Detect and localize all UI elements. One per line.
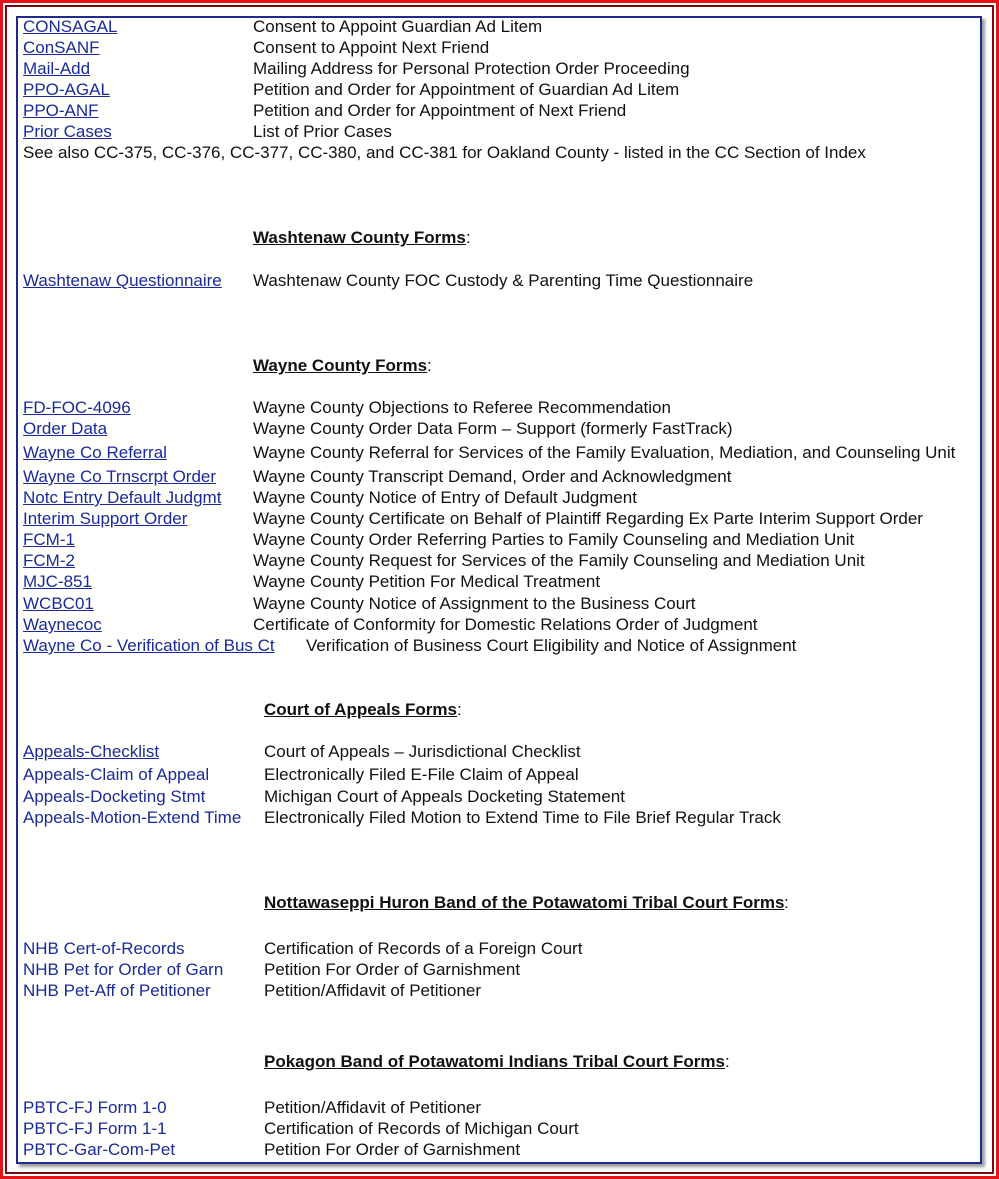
form-link[interactable]: Wayne Co Trnscrpt Order — [23, 467, 217, 486]
form-link[interactable]: ConSANF — [23, 38, 100, 57]
form-description: Wayne County Request for Services of the Family Counseling and Mediation Unit — [253, 551, 865, 570]
form-description: Wayne County Notice of Entry of Default Judgment — [253, 488, 637, 507]
form-description: Consent to Appoint Guardian Ad Litem — [253, 17, 543, 36]
form-link[interactable]: Washtenaw Questionnaire — [23, 271, 222, 290]
form-link[interactable]: Appeals-Claim of Appeal — [23, 765, 210, 784]
form-link[interactable]: Appeals-Checklist — [23, 742, 160, 761]
section-heading-wayne: Wayne County Forms — [253, 356, 428, 375]
form-description: List of Prior Cases — [253, 122, 392, 141]
section-heading-appeals: Court of Appeals Forms — [264, 700, 457, 719]
form-link[interactable]: NHB Cert-of-Records — [23, 939, 185, 958]
form-description: Petition For Order of Garnishment — [264, 1140, 521, 1159]
form-description: Certification of Records of Michigan Court — [264, 1119, 579, 1138]
form-link[interactable]: FCM-1 — [23, 530, 75, 549]
form-description: Mailing Address for Personal Protection Order Proceeding — [253, 59, 690, 78]
form-link[interactable]: Wayne Co Referral — [23, 443, 167, 462]
form-link[interactable]: NHB Pet-Aff of Petitioner — [23, 981, 211, 1000]
form-link[interactable]: MJC-851 — [23, 572, 92, 591]
form-link[interactable]: Prior Cases — [23, 122, 112, 141]
form-link[interactable]: PBTC-Gar-Com-Pet — [23, 1140, 176, 1159]
form-link[interactable]: PBTC-FJ Form 1-0 — [23, 1098, 167, 1117]
form-link[interactable]: NHB Pet for Order of Garn — [23, 960, 224, 979]
form-link[interactable]: Waynecoc — [23, 615, 102, 634]
form-link[interactable]: Notc Entry Default Judgmt — [23, 488, 222, 507]
heading-colon: : — [457, 700, 462, 719]
see-also-note: See also CC-375, CC-376, CC-377, CC-380, and CC-381 for Oakland County - listed in the CC Section of Index — [23, 143, 866, 162]
form-description: Court of Appeals – Jurisdictional Checklist — [264, 742, 581, 761]
form-description: Wayne County Order Data Form – Support (formerly FastTrack) — [253, 419, 733, 438]
form-description: Wayne County Referral for Services of the Family Evaluation, Mediation, and Counseling Unit — [253, 443, 956, 462]
form-description: Petition/Affidavit of Petitioner — [264, 981, 482, 1000]
section-heading-washtenaw: Washtenaw County Forms — [253, 228, 466, 247]
form-description: Petition and Order for Appointment of Guardian Ad Litem — [253, 80, 680, 99]
form-description: Certificate of Conformity for Domestic Relations Order of Judgment — [253, 615, 758, 634]
form-link[interactable]: CONSAGAL — [23, 17, 118, 36]
form-link[interactable]: Appeals-Docketing Stmt — [23, 787, 206, 806]
section-heading-pokagon: Pokagon Band of Potawatomi Indians Tribal Court Forms — [264, 1052, 725, 1071]
form-link[interactable]: PPO-AGAL — [23, 80, 110, 99]
form-description: Wayne County Order Referring Parties to Family Counseling and Mediation Unit — [253, 530, 855, 549]
form-description: Certification of Records of a Foreign Court — [264, 939, 583, 958]
form-link[interactable]: Appeals-Motion-Extend Time — [23, 808, 242, 827]
form-description: Michigan Court of Appeals Docketing Statement — [264, 787, 625, 806]
form-link[interactable]: Mail-Add — [23, 59, 91, 78]
heading-colon: : — [427, 356, 432, 375]
form-link[interactable]: FD-FOC-4096 — [23, 398, 131, 417]
form-description: Petition and Order for Appointment of Next Friend — [253, 101, 627, 120]
form-description: Wayne County Notice of Assignment to the Business Court — [253, 594, 696, 613]
form-description: Petition/Affidavit of Petitioner — [264, 1098, 482, 1117]
form-description: Wayne County Objections to Referee Recommendation — [253, 398, 671, 417]
heading-colon: : — [466, 228, 471, 247]
form-description: Consent to Appoint Next Friend — [253, 38, 490, 57]
form-description: Electronically Filed Motion to Extend Time to File Brief Regular Track — [264, 808, 781, 827]
form-link[interactable]: PBTC-FJ Form 1-1 — [23, 1119, 167, 1138]
form-description: Petition For Order of Garnishment — [264, 960, 521, 979]
form-description: Wayne County Petition For Medical Treatment — [253, 572, 601, 591]
heading-colon: : — [784, 893, 789, 912]
form-description: Verification of Business Court Eligibility and Notice of Assignment — [306, 636, 797, 655]
form-link[interactable]: FCM-2 — [23, 551, 75, 570]
section-heading-nhb: Nottawaseppi Huron Band of the Potawatomi Tribal Court Forms — [264, 893, 785, 912]
form-link[interactable]: Order Data — [23, 419, 108, 438]
form-link[interactable]: Wayne Co - Verification of Bus Ct — [23, 636, 275, 655]
form-link[interactable]: PPO-ANF — [23, 101, 99, 120]
heading-colon: : — [725, 1052, 730, 1071]
form-description: Electronically Filed E-File Claim of Appeal — [264, 765, 579, 784]
form-link[interactable]: Interim Support Order — [23, 509, 188, 528]
form-link[interactable]: WCBC01 — [23, 594, 94, 613]
form-description: Wayne County Certificate on Behalf of Plaintiff Regarding Ex Parte Interim Support Order — [253, 509, 923, 528]
form-description: Washtenaw County FOC Custody & Parenting Time Questionnaire — [253, 271, 754, 290]
form-description: Wayne County Transcript Demand, Order and Acknowledgment — [253, 467, 732, 486]
